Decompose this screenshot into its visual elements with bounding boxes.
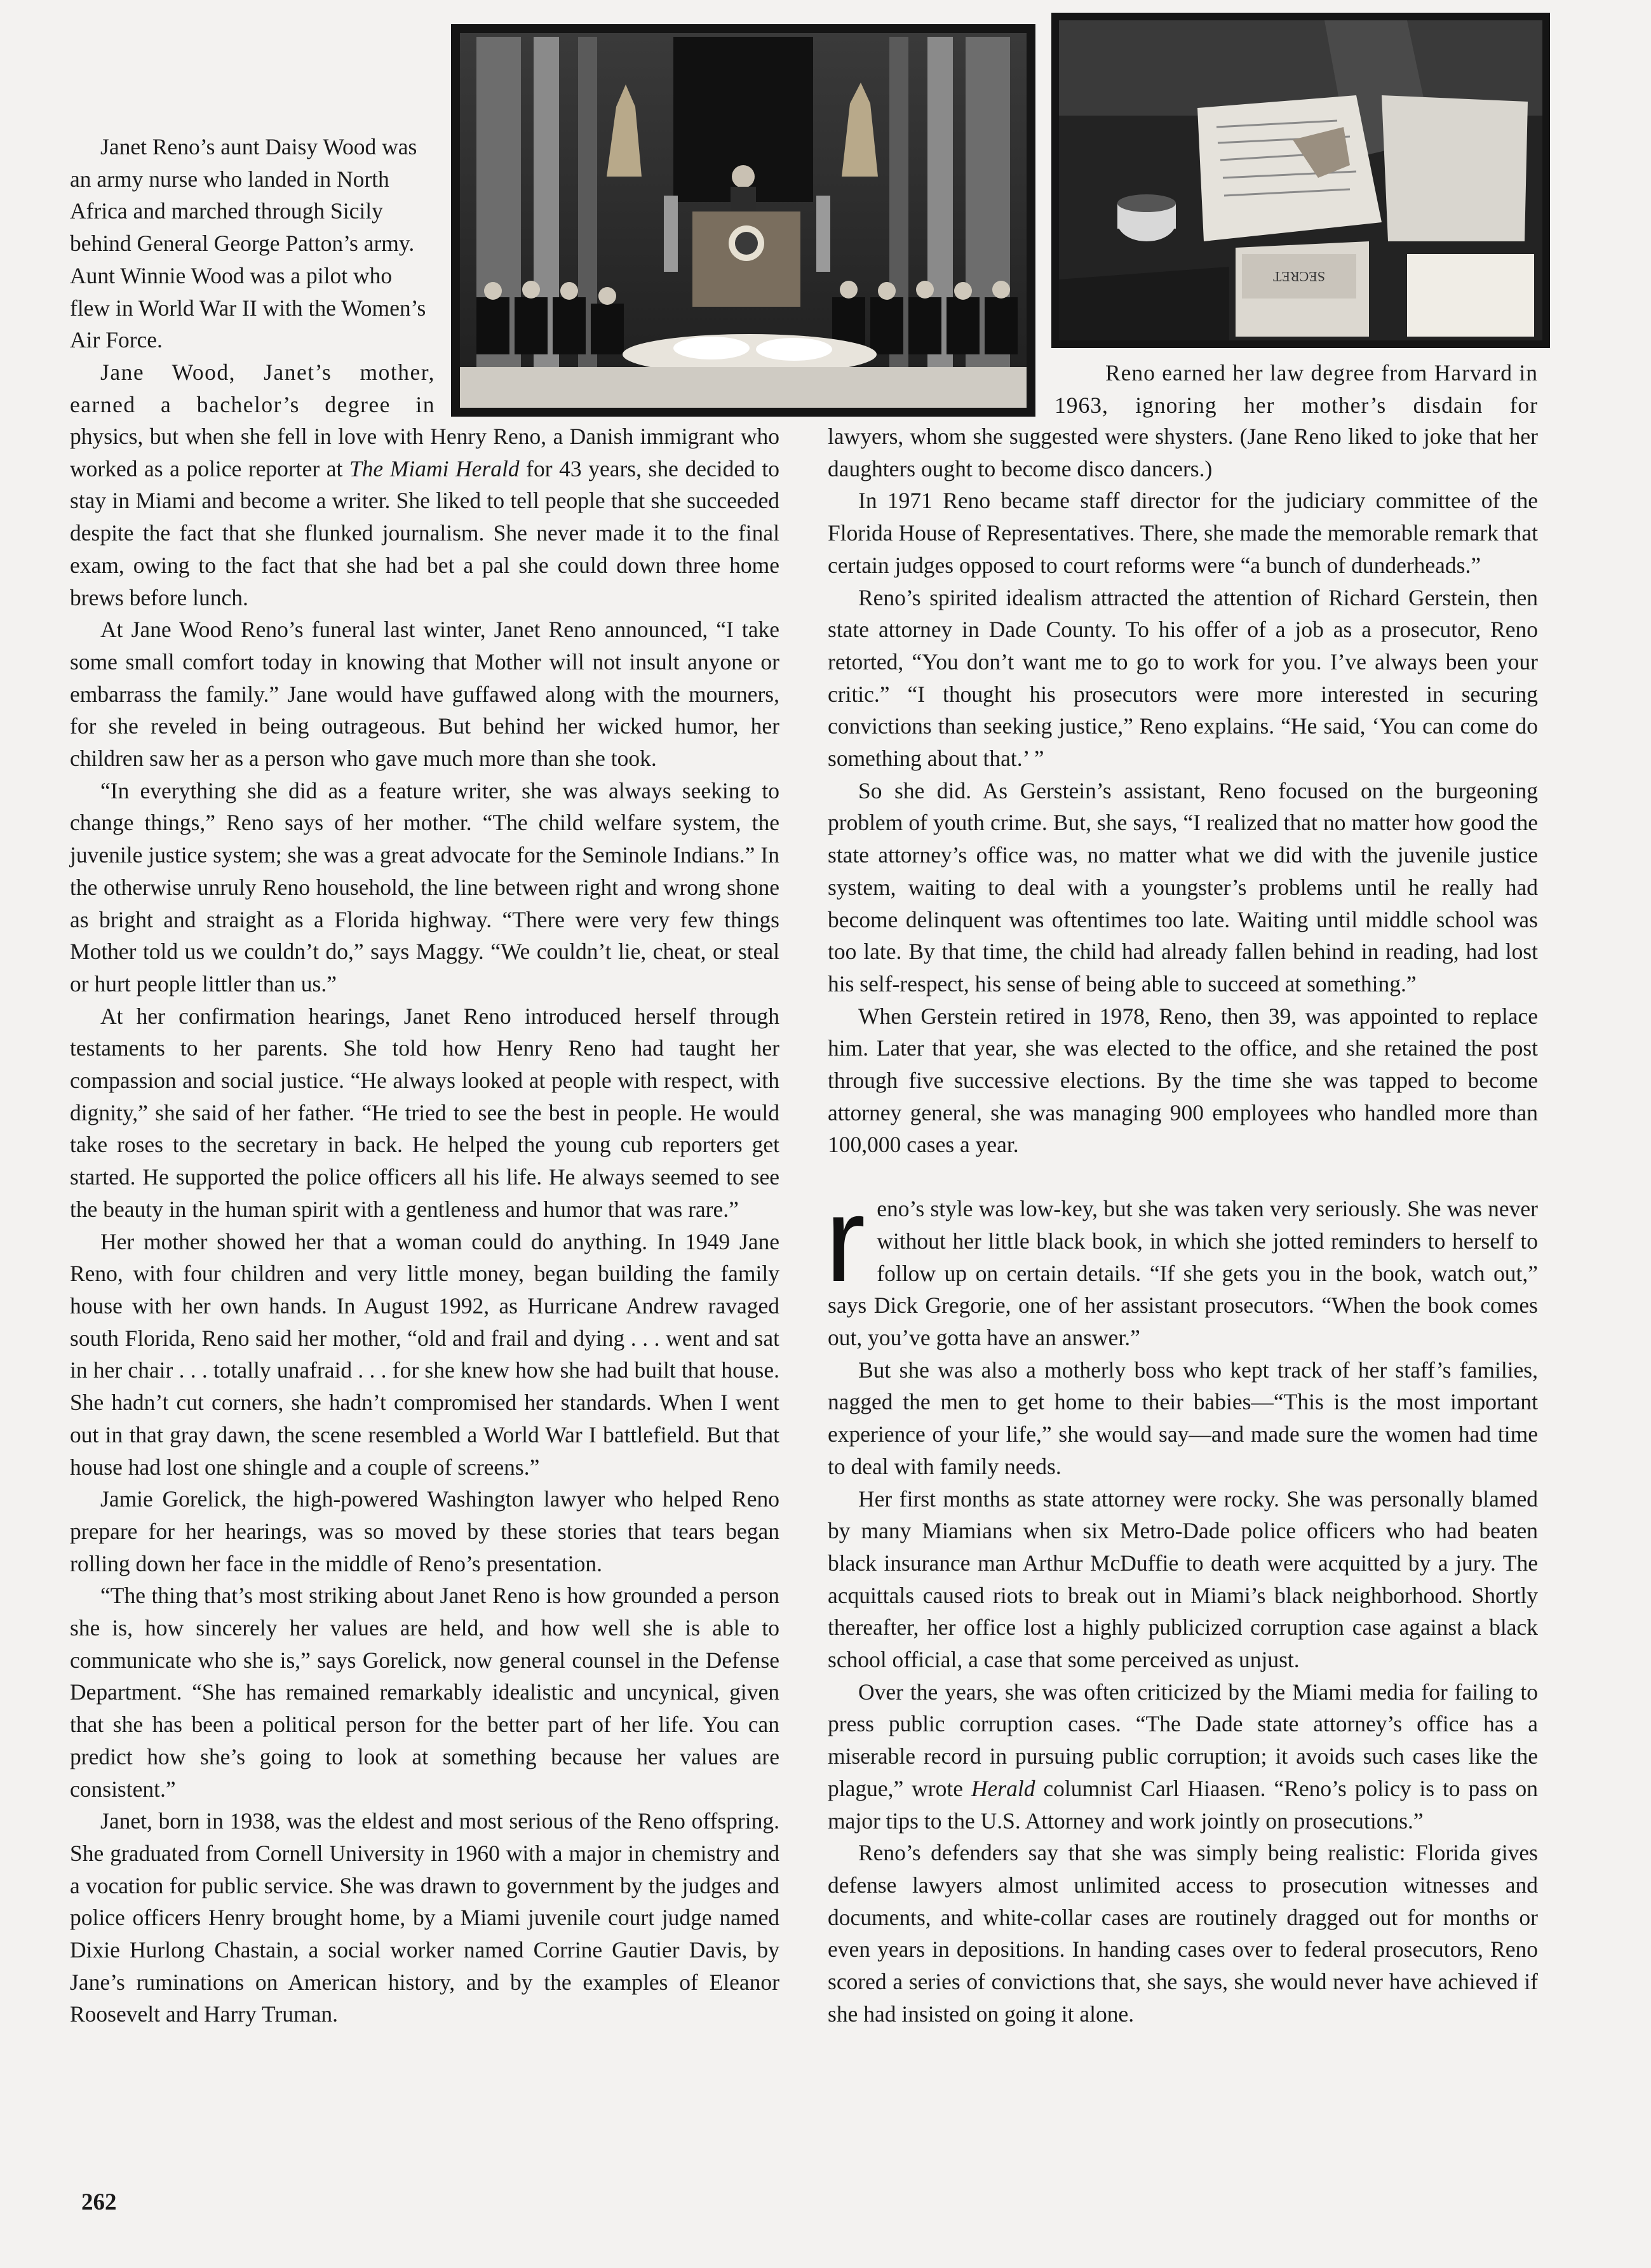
- right-column: [825, 420, 1539, 2030]
- paragraph: But she was also a motherly boss who kept track of her staff’s families, nagged the men to get home to their babies—“This is the most important experience of your life,” she would say—and made sure the women had time to deal with family needs.: [828, 1357, 1538, 1479]
- paragraph: Janet, born in 1938, was the eldest and most serious of the Reno offspring. She graduated from Cornell University in 1960 with a major in chemistry and a vocation for public service. She was drawn to government by the judges and police officers Henry brought home, by a Miami juvenile court judge named Dixie Hurlong Chastain, a social worker named Corrine Gautier Davis, by Jane’s ruminations on American history, and by the examples of Eleanor Roosevelt and Harry Truman.: [70, 1808, 779, 2027]
- paragraph: physics, but when she fell in love with Henry Reno, a Danish immigrant who worked as a police reporter at The Miami Herald for 43 years, she decided to stay in Miami and become a writer. She liked to tell people that she succeeded despite the fact that she flunked journalism. She never made it to the final exam, owing to the fact that she had bet a pal she could down three home brews before lunch.: [70, 424, 780, 610]
- desk-photo: [1051, 13, 1550, 348]
- left-wrap-text: [70, 131, 435, 420]
- left-column: [70, 420, 779, 2030]
- page-number: 262: [81, 2189, 117, 2215]
- right-wrap-text: [1055, 357, 1538, 421]
- drop-cap: r: [825, 1172, 866, 1308]
- paragraph: Reno’s spirited idealism attracted the attention of Richard Gerstein, then state attorney in Dade County. To his offer of a job as a prosecutor, Reno retorted, “You don’t want me to go to work for you. I’ve always been your critic.” “I thought his prosecutors were more interested in securing convictions than seeking justice,” Reno explains. “He said, ‘You can come do something about that.’ ”: [828, 584, 1538, 772]
- paragraph: At Jane Wood Reno’s funeral last winter, Janet Reno announced, “I take some small comfort today in knowing that Mother will not insult anyone or embarrass the family.” Jane would have guffawed along with the mourners, for she reveled in being outrageous. But behind her wicked humor, her children saw her as a person who gave much more than she took.: [70, 617, 779, 772]
- paragraph: lawyers, whom she suggested were shysters. (Jane Reno liked to joke that her daughters ought to become disco dancers.): [828, 424, 1538, 481]
- paragraph: Janet Reno’s aunt Daisy Wood was an army nurse who landed in North Africa and marched through Sicily behind General George Patton’s army. Aunt Winnie Wood was a pilot who flew in World War II with the Women’s Air Force.: [70, 134, 426, 353]
- paragraph: “In everything she did as a feature writer, she was always seeking to change things,” Reno says of her mother. “The child welfare system, the juvenile justice system; she was a great advocate for the Seminole Indians.” In the otherwise unruly Reno household, the line between right and wrong shone as bright and straight as a Florida highway. “There were very few things Mother told us we couldn’t do,” says Maggy. “We couldn’t lie, cheat, or steal or hurt people littler than us.”: [70, 777, 779, 996]
- paragraph: Her first months as state attorney were rocky. She was personally blamed by many Miamians when six Metro-Dade police officers who had beaten black insurance man Arthur McDuffie to death were acquitted by a jury. The acquittals caused riots to break out in Miami’s black neighborhood. Shortly thereafter, her office lost a highly publicized corruption case against a black school official, a case that some perceived as unjust.: [828, 1486, 1538, 1673]
- paragraph: reno’s style was low-key, but she was taken very seriously. She was never without her little black book, in which she jotted reminders to herself to follow up on certain details. “If she gets you in the book, watch out,” says Dick Gregorie, one of her assistant prosecutors. “When the book comes out, you’ve gotta have an answer.”: [825, 1172, 1538, 1350]
- paragraph: Her mother showed her that a woman could do anything. In 1949 Jane Reno, with four children and very little money, began building the family house with her own hands. In August 1992, as Hurricane Andrew ravaged south Florida, Reno said her mother, “old and frail and dying . . . went and sat in her chair . . . totally unafraid . . . for she knew how she had built that house. She hadn’t cut corners, she hadn’t compromised her standards. When I went out in that gray dawn, the scene resembled a World War I battlefield. But that house had lost one shingle and a couple of screens.”: [70, 1228, 779, 1480]
- paragraph: Jamie Gorelick, the high-powered Washington lawyer who helped Reno prepare for her hearings, was so moved by these stories that tears began rolling down her face in the middle of Reno’s presentation.: [70, 1486, 779, 1576]
- paragraph: In 1971 Reno became staff director for the judiciary committee of the Florida House of Representatives. There, she made the memorable remark that certain judges opposed to court reforms were “a bunch of dunderheads.”: [828, 488, 1538, 578]
- paragraph: When Gerstein retired in 1978, Reno, then 39, was appointed to replace him. Later that year, she was elected to the office, and she retained the post through five successive elections. By the time she was tapped to become attorney general, she was managing 900 employees who handled more than 100,000 cases a year.: [828, 1003, 1538, 1158]
- secret-folder-label: SECRET: [1273, 269, 1325, 285]
- paragraph: Jane Wood, Janet’s mother, earned a bachelor’s degree in: [70, 359, 435, 417]
- paragraph: So she did. As Gerstein’s assistant, Reno focused on the burgeoning problem of youth crime. But, she says, “I realized that no matter how good the state attorney’s office was, no matter what we did with the juvenile justice system, waiting to deal with a youngster’s problems until he really had become delinquent was oftentimes too late. Waiting until middle school was too late. By that time, the child had already fallen behind in reading, had lost his self-respect, his sense of being able to succeed at something.”: [828, 777, 1538, 996]
- paragraph: Over the years, she was often criticized by the Miami media for failing to press public corruption cases. “The Dade state attorney’s office has a miserable record in pursuing public corruption; it avoids such cases like the plague,” wrote Herald columnist Carl Hiaasen. “Reno’s policy is to pass on major tips to the U.S. Attorney and work jointly on prosecutions.”: [828, 1679, 1539, 1834]
- paragraph: At her confirmation hearings, Janet Reno introduced herself through testaments to her parents. She told how Henry Reno had taught her compassion and social justice. “He always looked at people with respect, with dignity,” she said of her father. “He tried to see the best in people. He would take roses to the secretary in back. He helped the young cub reporters get started. He supported the police officers all his life. He always seemed to see the beauty in the human spirit with a gentleness and humor that was rare.”: [70, 1003, 779, 1222]
- paragraph: Reno’s defenders say that she was simply being realistic: Florida gives defense lawyers almost unlimited access to prosecution witnesses and documents, and white-collar cases are routinely dragged out for months or even years in depositions. In handing cases over to federal prosecutors, Reno scored a series of convictions that, she says, she would never have achieved if she had insisted on going it alone.: [828, 1840, 1538, 2027]
- paragraph: Reno earned her law degree from Harvard in 1963, ignoring her mother’s disdain for: [1055, 360, 1538, 418]
- ceremony-photo: [451, 24, 1035, 417]
- paragraph: “The thing that’s most striking about Janet Reno is how grounded a person she is, how sincerely her values are held, and how well she is able to communicate who she is,” says Gorelick, now general counsel in the Defense Department. “She has remained remarkably idealistic and uncynical, given that she has been a political person for the better part of her life. You can predict how she’s going to look at something because her values are consistent.”: [70, 1583, 779, 1802]
